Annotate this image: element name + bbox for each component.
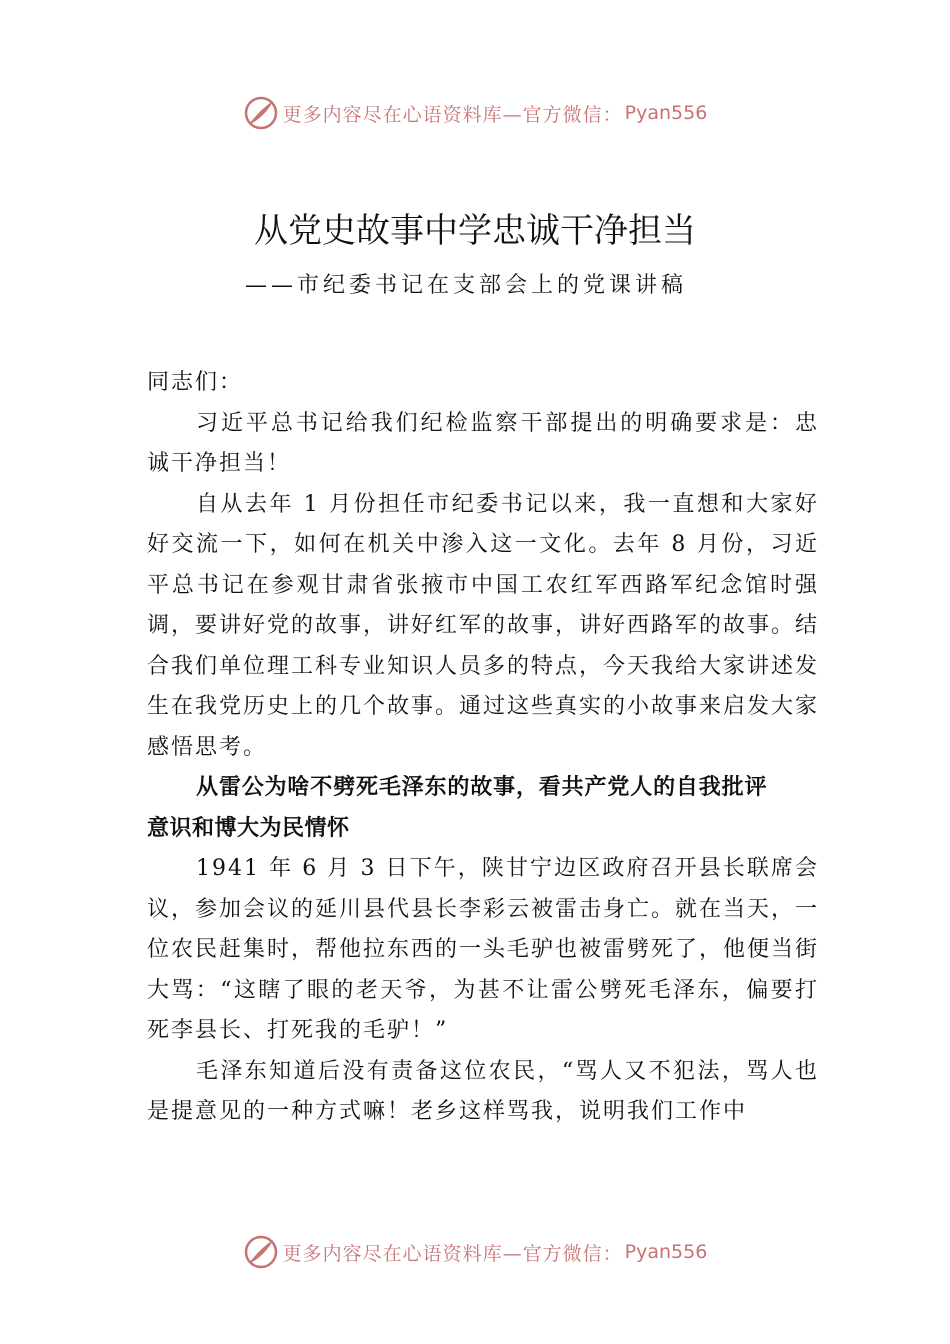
salutation: 同志们： [147,370,244,395]
paragraph: 1941 年 6 月 3 日下午，陕甘宁边区政府召开县长联席会议，参加会议的延川县代县长李彩云被雷击身亡。就在当天，一位农民赶集时，帮他拉东西的一头毛驴也被雷劈死了，他便当街大骂：“这瞎了眼的老天爷，为甚不让雷公劈死毛泽东，偏要打死李县长、打死我的毛驴！” [147,856,820,1043]
quill-pen-icon [243,95,279,131]
document-body [147,363,819,1133]
header-watermark-banner [0,93,950,133]
banner-text: 更多内容尽在心语资料库—官方微信： [282,1242,623,1265]
paragraph: 毛泽东知道后没有责备这位农民，“骂人又不犯法，骂人也是提意见的一种方式嘛！老乡这样骂我，说明我们工作中 [147,1058,819,1124]
banner-wechat-id: Pyan556 [624,1241,708,1263]
section-heading: 从雷公为啥不劈死毛泽东的故事，看共产党人的自我批评意识和博大为民情怀 [147,775,767,841]
paragraph: 自从去年 1 月份担任市纪委书记以来，我一直想和大家好好交流一下，如何在机关中渗入这一文化。去年 8 月份，习近平总书记在参观甘肃省张掖市中国工农红军西路军纪念馆时强调，要讲好党的故事，讲好红军的故事，讲好西路军的故事。结合我们单位理工科专业知识人员多的特点，今天我给大家讲述发生在我党历史上的几个故事。通过这些真实的小故事来启发大家感悟思考。 [147,491,820,760]
paragraph: 习近平总书记给我们纪检监察干部提出的明确要求是：忠诚干净担当！ [147,410,819,476]
footer-watermark-banner [0,1232,950,1272]
banner-text: 更多内容尽在心语资料库—官方微信： [282,103,623,126]
document-title: 从党史故事中学忠诚干净担当 [254,211,696,251]
banner-wechat-id: Pyan556 [624,102,708,124]
quill-pen-icon [243,1234,279,1270]
document-subtitle: ——市纪委书记在支部会上的党课讲稿 [245,273,688,298]
